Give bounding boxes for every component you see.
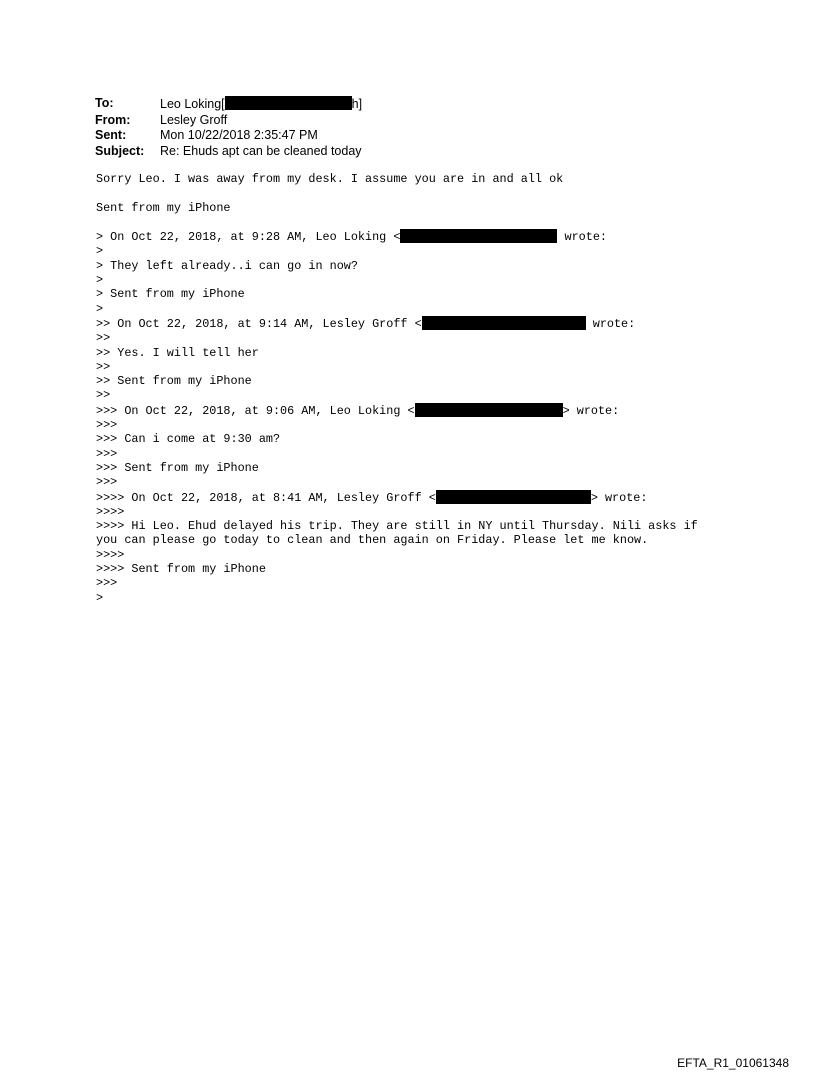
- redaction-bar: [436, 490, 591, 504]
- quote-marker: >: [96, 273, 104, 288]
- quote-2-signature: >> Sent from my iPhone: [96, 374, 252, 389]
- quote-2-attribution-text: >> On Oct 22, 2018, at 9:14 AM, Lesley Groff <: [96, 316, 422, 331]
- to-row: [95, 96, 362, 113]
- quote-1-attribution-end: wrote:: [557, 230, 607, 245]
- quote-4-attribution-end: > wrote:: [590, 490, 648, 505]
- sent-row: [95, 128, 362, 144]
- quote-marker: >: [96, 244, 104, 259]
- quote-2-attribution-end: wrote:: [585, 316, 636, 331]
- sent-label: Sent:: [95, 128, 127, 142]
- from-value: Lesley Groff: [160, 112, 228, 127]
- subject-value: Re: Ehuds apt can be cleaned today: [160, 143, 362, 158]
- quote-marker: >>>>: [96, 547, 125, 562]
- quote-4-signature: >>>> Sent from my iPhone: [96, 562, 266, 577]
- reply-text: Sorry Leo. I was away from my desk. I assume you are in and all ok: [96, 172, 564, 186]
- quote-marker: >>>>: [96, 504, 125, 519]
- quote-4-attribution: [96, 490, 726, 505]
- quote-marker: >>: [96, 359, 111, 374]
- quote-2-attribution: [96, 316, 726, 331]
- subject-row: [95, 144, 362, 160]
- quote-marker: >>>: [96, 446, 118, 461]
- from-label: From:: [95, 112, 131, 127]
- redaction-bar: [415, 403, 563, 417]
- quote-marker: >>>: [96, 576, 118, 591]
- quote-marker: >: [96, 590, 104, 605]
- quote-3-message: >>> Can i come at 9:30 am?: [96, 432, 281, 447]
- from-row: [95, 113, 362, 129]
- email-header: [95, 96, 362, 159]
- redaction-bar: [422, 316, 586, 330]
- document-id: EFTA_R1_01061348: [677, 1056, 789, 1070]
- to-label: To:: [95, 96, 114, 110]
- quote-3-attribution: [96, 403, 726, 418]
- quote-1-message: > They left already..i can go in now?: [96, 258, 358, 273]
- redaction-bar: [225, 96, 352, 110]
- email-body: [96, 172, 726, 605]
- quote-4-attribution-text: >>>> On Oct 22, 2018, at 8:41 AM, Lesley Groff <: [96, 490, 436, 505]
- quote-marker: >>>: [96, 475, 118, 490]
- reply-signature: Sent from my iPhone: [96, 200, 231, 215]
- quote-1-signature: > Sent from my iPhone: [96, 287, 245, 302]
- quote-1-attribution: [96, 229, 726, 244]
- sent-value: Mon 10/22/2018 2:35:47 PM: [160, 128, 318, 142]
- quote-marker: >>: [96, 388, 111, 403]
- subject-label: Subject:: [95, 143, 145, 158]
- quote-3-attribution-end: > wrote:: [562, 403, 620, 418]
- quote-marker: >>>: [96, 418, 118, 433]
- to-value: [160, 96, 362, 113]
- quote-3-signature: >>> Sent from my iPhone: [96, 460, 259, 475]
- redaction-bar: [400, 229, 557, 243]
- quote-marker: >: [96, 301, 104, 316]
- to-name: Leo Loking[: [160, 97, 225, 111]
- quote-1-attribution-text: > On Oct 22, 2018, at 9:28 AM, Leo Loking <: [96, 230, 401, 245]
- quote-4-message: >>>> Hi Leo. Ehud delayed his trip. They are still in NY until Thursday. Nili asks if you can please go today to clean and then again on Friday. Please let me know.: [96, 519, 705, 548]
- to-close: h]: [351, 97, 363, 111]
- quote-2-message: >> Yes. I will tell her: [96, 345, 259, 360]
- quote-3-attribution-text: >>> On Oct 22, 2018, at 9:06 AM, Leo Loking <: [96, 403, 415, 418]
- quote-marker: >>: [96, 331, 111, 346]
